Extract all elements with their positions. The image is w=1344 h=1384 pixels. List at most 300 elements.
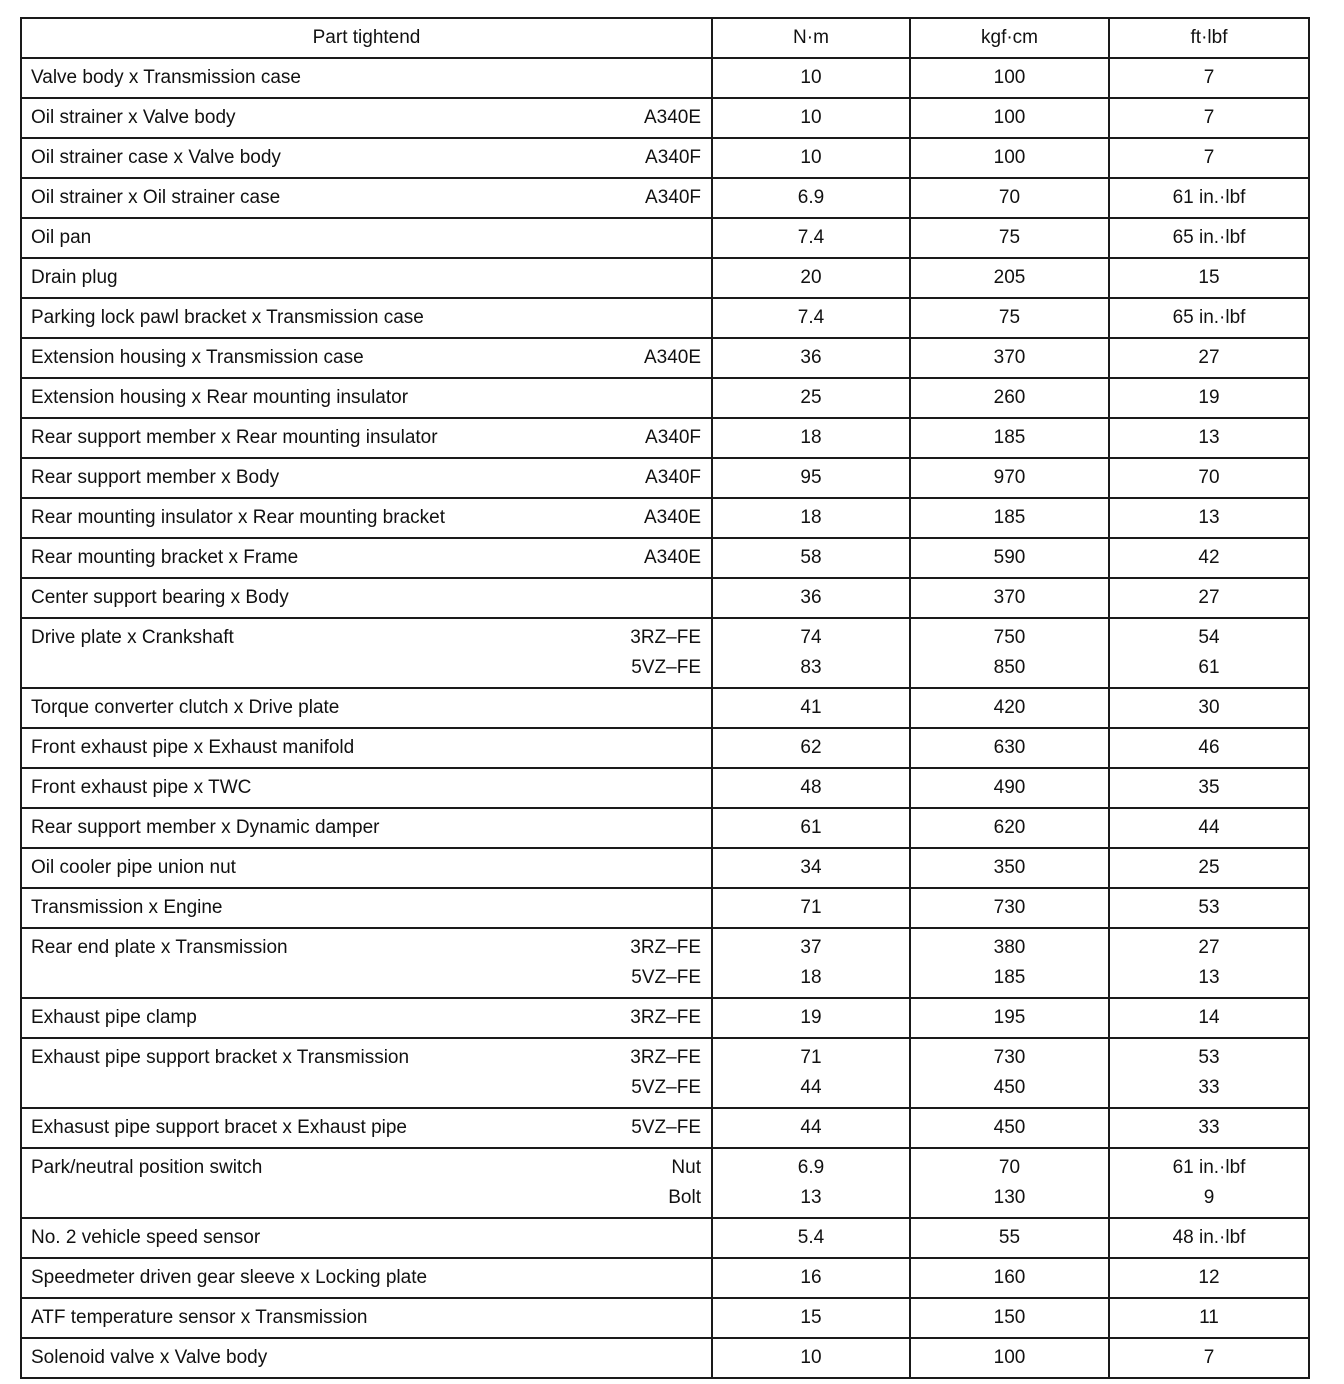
- nm-cell: [712, 688, 910, 728]
- kgfcm-cell: [910, 848, 1109, 888]
- part-cell: [21, 1108, 712, 1148]
- ftlbf-value: 13: [1198, 967, 1220, 988]
- nm-cell: [712, 138, 910, 178]
- kgfcm-value: 205: [993, 267, 1026, 288]
- condition-label: Nut: [671, 1157, 701, 1178]
- kgfcm-cell: [910, 218, 1109, 258]
- part-cell: [21, 1258, 712, 1298]
- part-cell: [21, 498, 712, 538]
- condition-label: A340E: [643, 507, 701, 528]
- nm-value: 58: [800, 547, 822, 568]
- part-line: [22, 1343, 711, 1373]
- nm-value: 18: [800, 507, 822, 528]
- ftlbf-value: 19: [1198, 387, 1220, 408]
- condition-label: 5VZ–FE: [631, 657, 701, 678]
- part-line: [22, 463, 711, 493]
- kgfcm-value: 100: [993, 67, 1026, 88]
- kgfcm-cell: [910, 1038, 1109, 1108]
- kgfcm-cell: [910, 1108, 1109, 1148]
- ftlbf-value: 7: [1203, 147, 1215, 168]
- kgfcm-cell: [910, 58, 1109, 98]
- part-line: [22, 813, 711, 843]
- part-label: Rear mounting insulator x Rear mounting bracket: [31, 507, 445, 528]
- table-row: [21, 688, 1309, 728]
- table-row: [21, 418, 1309, 458]
- table-row: [21, 1148, 1309, 1218]
- ftlbf-value: 42: [1198, 547, 1220, 568]
- table-row: [21, 458, 1309, 498]
- nm-cell: [712, 1298, 910, 1338]
- nm-value: 44: [800, 1117, 822, 1138]
- kgfcm-value: 750: [993, 627, 1026, 648]
- nm-cell: [712, 1338, 910, 1378]
- kgfcm-value: 350: [993, 857, 1026, 878]
- condition-label: 3RZ–FE: [630, 937, 701, 958]
- kgfcm-value: 630: [993, 737, 1026, 758]
- part-line: [22, 653, 711, 683]
- part-cell: [21, 1038, 712, 1108]
- part-cell: [21, 768, 712, 808]
- nm-cell: [712, 928, 910, 998]
- nm-cell: [712, 1038, 910, 1108]
- kgfcm-value: 185: [993, 967, 1026, 988]
- ftlbf-value: 61 in.·lbf: [1172, 1157, 1246, 1178]
- ftlbf-cell: [1109, 98, 1309, 138]
- kgfcm-cell: [910, 418, 1109, 458]
- part-cell: [21, 338, 712, 378]
- kgfcm-value: 160: [993, 1267, 1026, 1288]
- nm-value: 16: [800, 1267, 822, 1288]
- kgfcm-value: 490: [993, 777, 1026, 798]
- condition-label: A340F: [645, 427, 701, 448]
- part-cell: [21, 258, 712, 298]
- kgfcm-cell: [910, 1148, 1109, 1218]
- kgfcm-cell: [910, 1338, 1109, 1378]
- part-label: Drain plug: [31, 267, 118, 288]
- ftlbf-value: 30: [1198, 697, 1220, 718]
- nm-value: 83: [800, 657, 822, 678]
- kgfcm-value: 185: [993, 507, 1026, 528]
- nm-cell: [712, 58, 910, 98]
- ftlbf-value: 44: [1198, 817, 1220, 838]
- part-label: Oil cooler pipe union nut: [31, 857, 236, 878]
- nm-value: 37: [800, 937, 822, 958]
- table-row: [21, 258, 1309, 298]
- table-row: [21, 138, 1309, 178]
- ftlbf-cell: [1109, 178, 1309, 218]
- kgfcm-value: 55: [998, 1227, 1021, 1248]
- nm-value: 6.9: [797, 1157, 825, 1178]
- table-row: [21, 728, 1309, 768]
- ftlbf-value: 54: [1198, 627, 1220, 648]
- nm-value: 36: [800, 587, 822, 608]
- part-cell: [21, 58, 712, 98]
- part-label: Extension housing x Rear mounting insulator: [31, 387, 409, 408]
- part-label: No. 2 vehicle speed sensor: [31, 1227, 261, 1248]
- nm-value: 34: [800, 857, 822, 878]
- nm-cell: [712, 1258, 910, 1298]
- part-line: [22, 773, 711, 803]
- kgfcm-value: 130: [993, 1187, 1026, 1208]
- kgfcm-cell: [910, 728, 1109, 768]
- part-cell: [21, 928, 712, 998]
- kgfcm-cell: [910, 578, 1109, 618]
- nm-cell: [712, 378, 910, 418]
- kgfcm-value: 370: [993, 587, 1026, 608]
- ftlbf-cell: [1109, 218, 1309, 258]
- ftlbf-cell: [1109, 458, 1309, 498]
- ftlbf-value: 15: [1198, 267, 1220, 288]
- part-cell: [21, 688, 712, 728]
- nm-cell: [712, 848, 910, 888]
- kgfcm-value: 150: [993, 1307, 1026, 1328]
- table-row: [21, 498, 1309, 538]
- ftlbf-value: 53: [1198, 897, 1220, 918]
- part-label: Rear support member x Body: [31, 467, 280, 488]
- part-line: [22, 343, 711, 373]
- kgfcm-value: 730: [993, 897, 1026, 918]
- ftlbf-cell: [1109, 998, 1309, 1038]
- ftlbf-cell: [1109, 1298, 1309, 1338]
- part-cell: [21, 378, 712, 418]
- table-row: [21, 1338, 1309, 1378]
- part-cell: [21, 808, 712, 848]
- condition-label: 5VZ–FE: [631, 1117, 701, 1138]
- kgfcm-value: 370: [993, 347, 1026, 368]
- kgfcm-cell: [910, 808, 1109, 848]
- nm-value: 10: [800, 147, 822, 168]
- part-label: Oil strainer x Oil strainer case: [31, 187, 281, 208]
- condition-label: A340E: [643, 107, 701, 128]
- part-label: ATF temperature sensor x Transmission: [31, 1307, 368, 1328]
- kgfcm-cell: [910, 618, 1109, 688]
- nm-cell: [712, 768, 910, 808]
- part-label: Front exhaust pipe x Exhaust manifold: [31, 737, 355, 758]
- nm-value: 10: [800, 107, 822, 128]
- nm-value: 48: [800, 777, 822, 798]
- part-line: [22, 1003, 711, 1033]
- part-label: Speedmeter driven gear sleeve x Locking plate: [31, 1267, 428, 1288]
- ftlbf-value: 27: [1198, 347, 1220, 368]
- header-part: Part tightend: [21, 18, 712, 58]
- part-label: Exhaust pipe clamp: [31, 1007, 197, 1028]
- part-cell: [21, 578, 712, 618]
- ftlbf-cell: [1109, 338, 1309, 378]
- ftlbf-value: 7: [1203, 107, 1215, 128]
- ftlbf-value: 70: [1198, 467, 1220, 488]
- ftlbf-cell: [1109, 688, 1309, 728]
- part-line: [22, 1183, 711, 1213]
- condition-label: A340F: [645, 187, 701, 208]
- ftlbf-cell: [1109, 768, 1309, 808]
- condition-label: 3RZ–FE: [630, 1047, 701, 1068]
- kgfcm-value: 70: [998, 187, 1021, 208]
- kgfcm-value: 100: [993, 147, 1026, 168]
- table-row: [21, 1258, 1309, 1298]
- part-cell: [21, 1148, 712, 1218]
- nm-value: 71: [800, 1047, 822, 1068]
- nm-value: 71: [800, 897, 822, 918]
- nm-cell: [712, 1218, 910, 1258]
- ftlbf-value: 33: [1198, 1117, 1220, 1138]
- part-cell: [21, 98, 712, 138]
- part-label: Extension housing x Transmission case: [31, 347, 364, 368]
- nm-value: 18: [800, 427, 822, 448]
- header-kgfcm: kgf·cm: [910, 18, 1109, 58]
- part-label: Oil strainer case x Valve body: [31, 147, 281, 168]
- nm-value: 18: [800, 967, 822, 988]
- kgfcm-cell: [910, 1218, 1109, 1258]
- table-row: [21, 618, 1309, 688]
- nm-cell: [712, 218, 910, 258]
- ftlbf-cell: [1109, 1148, 1309, 1218]
- ftlbf-cell: [1109, 58, 1309, 98]
- part-line: [22, 853, 711, 883]
- kgfcm-value: 260: [993, 387, 1026, 408]
- part-line: [22, 223, 711, 253]
- part-line: [22, 503, 711, 533]
- condition-label: 5VZ–FE: [631, 1077, 701, 1098]
- nm-value: 10: [800, 1347, 822, 1368]
- part-line: [22, 733, 711, 763]
- ftlbf-cell: [1109, 538, 1309, 578]
- part-label: Valve body x Transmission case: [31, 67, 301, 88]
- part-line: [22, 1073, 711, 1103]
- part-line: [22, 623, 711, 653]
- part-cell: [21, 138, 712, 178]
- condition-label: 3RZ–FE: [630, 1007, 701, 1028]
- ftlbf-value: 53: [1198, 1047, 1220, 1068]
- kgfcm-value: 195: [993, 1007, 1026, 1028]
- part-label: Park/neutral position switch: [31, 1157, 263, 1178]
- table-row: [21, 58, 1309, 98]
- ftlbf-cell: [1109, 1258, 1309, 1298]
- ftlbf-cell: [1109, 888, 1309, 928]
- header-ftlbf: ft·lbf: [1109, 18, 1309, 58]
- part-line: [22, 933, 711, 963]
- ftlbf-cell: [1109, 1218, 1309, 1258]
- ftlbf-cell: [1109, 1038, 1309, 1108]
- nm-value: 74: [800, 627, 822, 648]
- condition-label: A340E: [643, 347, 701, 368]
- kgfcm-cell: [910, 998, 1109, 1038]
- kgfcm-cell: [910, 338, 1109, 378]
- kgfcm-value: 620: [993, 817, 1026, 838]
- part-line: [22, 383, 711, 413]
- part-cell: [21, 298, 712, 338]
- nm-value: 7.4: [797, 307, 825, 328]
- kgfcm-value: 70: [998, 1157, 1021, 1178]
- condition-label: 3RZ–FE: [630, 627, 701, 648]
- kgfcm-cell: [910, 1258, 1109, 1298]
- part-label: Front exhaust pipe x TWC: [31, 777, 252, 798]
- part-line: [22, 183, 711, 213]
- table-row: [21, 338, 1309, 378]
- ftlbf-cell: [1109, 498, 1309, 538]
- ftlbf-value: 7: [1203, 67, 1215, 88]
- table-row: [21, 378, 1309, 418]
- part-label: Parking lock pawl bracket x Transmission case: [31, 307, 424, 328]
- part-cell: [21, 178, 712, 218]
- kgfcm-cell: [910, 258, 1109, 298]
- table-row: [21, 178, 1309, 218]
- nm-value: 5.4: [797, 1227, 825, 1248]
- ftlbf-cell: [1109, 1338, 1309, 1378]
- part-label: Rear support member x Dynamic damper: [31, 817, 380, 838]
- ftlbf-cell: [1109, 298, 1309, 338]
- condition-label: A340F: [645, 467, 701, 488]
- nm-cell: [712, 1108, 910, 1148]
- ftlbf-value: 12: [1198, 1267, 1220, 1288]
- kgfcm-cell: [910, 458, 1109, 498]
- table-row: [21, 848, 1309, 888]
- kgfcm-value: 420: [993, 697, 1026, 718]
- kgfcm-value: 185: [993, 427, 1026, 448]
- condition-label: 5VZ–FE: [631, 967, 701, 988]
- part-label: Exhasust pipe support bracet x Exhaust pipe: [31, 1117, 408, 1138]
- kgfcm-value: 730: [993, 1047, 1026, 1068]
- nm-cell: [712, 808, 910, 848]
- part-line: [22, 1043, 711, 1073]
- ftlbf-value: 7: [1203, 1347, 1215, 1368]
- part-cell: [21, 1338, 712, 1378]
- kgfcm-value: 75: [998, 227, 1021, 248]
- ftlbf-value: 27: [1198, 937, 1220, 958]
- nm-value: 61: [800, 817, 822, 838]
- ftlbf-cell: [1109, 1108, 1309, 1148]
- ftlbf-value: 61 in.·lbf: [1172, 187, 1246, 208]
- kgfcm-cell: [910, 98, 1109, 138]
- part-cell: [21, 418, 712, 458]
- part-line: [22, 583, 711, 613]
- nm-value: 36: [800, 347, 822, 368]
- nm-value: 41: [800, 697, 822, 718]
- table-row: [21, 1298, 1309, 1338]
- table-row: [21, 538, 1309, 578]
- ftlbf-value: 9: [1203, 1187, 1215, 1208]
- table-row: [21, 1218, 1309, 1258]
- nm-cell: [712, 498, 910, 538]
- ftlbf-cell: [1109, 578, 1309, 618]
- nm-cell: [712, 538, 910, 578]
- kgfcm-cell: [910, 498, 1109, 538]
- nm-value: 44: [800, 1077, 822, 1098]
- kgfcm-cell: [910, 138, 1109, 178]
- part-line: [22, 1223, 711, 1253]
- part-cell: [21, 218, 712, 258]
- table-row: [21, 808, 1309, 848]
- nm-cell: [712, 178, 910, 218]
- part-cell: [21, 888, 712, 928]
- ftlbf-value: 25: [1198, 857, 1220, 878]
- kgfcm-value: 450: [993, 1117, 1026, 1138]
- part-cell: [21, 538, 712, 578]
- table-row: [21, 98, 1309, 138]
- kgfcm-value: 100: [993, 107, 1026, 128]
- table-row: [21, 998, 1309, 1038]
- part-line: [22, 693, 711, 723]
- nm-cell: [712, 728, 910, 768]
- part-line: [22, 1303, 711, 1333]
- part-line: [22, 543, 711, 573]
- table-row: [21, 1108, 1309, 1148]
- table-row: [21, 928, 1309, 998]
- ftlbf-value: 35: [1198, 777, 1220, 798]
- part-line: [22, 1263, 711, 1293]
- nm-cell: [712, 998, 910, 1038]
- part-label: Torque converter clutch x Drive plate: [31, 697, 340, 718]
- nm-value: 7.4: [797, 227, 825, 248]
- part-cell: [21, 1218, 712, 1258]
- nm-cell: [712, 618, 910, 688]
- part-cell: [21, 458, 712, 498]
- nm-value: 20: [800, 267, 822, 288]
- nm-cell: [712, 418, 910, 458]
- kgfcm-cell: [910, 1298, 1109, 1338]
- ftlbf-value: 13: [1198, 507, 1220, 528]
- kgfcm-value: 450: [993, 1077, 1026, 1098]
- part-cell: [21, 848, 712, 888]
- nm-cell: [712, 98, 910, 138]
- kgfcm-cell: [910, 888, 1109, 928]
- header-nm: N·m: [712, 18, 910, 58]
- table-header-row: [21, 18, 1309, 58]
- part-line: [22, 143, 711, 173]
- table-row: [21, 218, 1309, 258]
- part-label: Oil pan: [31, 227, 92, 248]
- part-label: Exhaust pipe support bracket x Transmission: [31, 1047, 410, 1068]
- ftlbf-value: 14: [1198, 1007, 1220, 1028]
- ftlbf-cell: [1109, 378, 1309, 418]
- torque-spec-table: [20, 17, 1310, 1379]
- ftlbf-cell: [1109, 418, 1309, 458]
- nm-value: 62: [800, 737, 822, 758]
- ftlbf-cell: [1109, 848, 1309, 888]
- condition-label: Bolt: [668, 1187, 701, 1208]
- kgfcm-value: 75: [998, 307, 1021, 328]
- ftlbf-cell: [1109, 618, 1309, 688]
- table-row: [21, 298, 1309, 338]
- kgfcm-cell: [910, 378, 1109, 418]
- part-label: Center support bearing x Body: [31, 587, 289, 608]
- table-row: [21, 888, 1309, 928]
- part-line: [22, 1113, 711, 1143]
- part-line: [22, 1153, 711, 1183]
- ftlbf-value: 61: [1198, 657, 1220, 678]
- part-cell: [21, 728, 712, 768]
- part-line: [22, 63, 711, 93]
- part-label: Oil strainer x Valve body: [31, 107, 236, 128]
- part-label: Rear support member x Rear mounting insulator: [31, 427, 438, 448]
- part-cell: [21, 618, 712, 688]
- ftlbf-cell: [1109, 258, 1309, 298]
- part-line: [22, 963, 711, 993]
- nm-value: 6.9: [797, 187, 825, 208]
- nm-cell: [712, 338, 910, 378]
- part-label: Rear end plate x Transmission: [31, 937, 288, 958]
- kgfcm-cell: [910, 768, 1109, 808]
- table-row: [21, 768, 1309, 808]
- kgfcm-value: 970: [993, 467, 1026, 488]
- condition-label: A340F: [645, 147, 701, 168]
- kgfcm-cell: [910, 178, 1109, 218]
- nm-cell: [712, 298, 910, 338]
- table-row: [21, 578, 1309, 618]
- part-line: [22, 303, 711, 333]
- kgfcm-cell: [910, 538, 1109, 578]
- kgfcm-value: 380: [993, 937, 1026, 958]
- kgfcm-cell: [910, 298, 1109, 338]
